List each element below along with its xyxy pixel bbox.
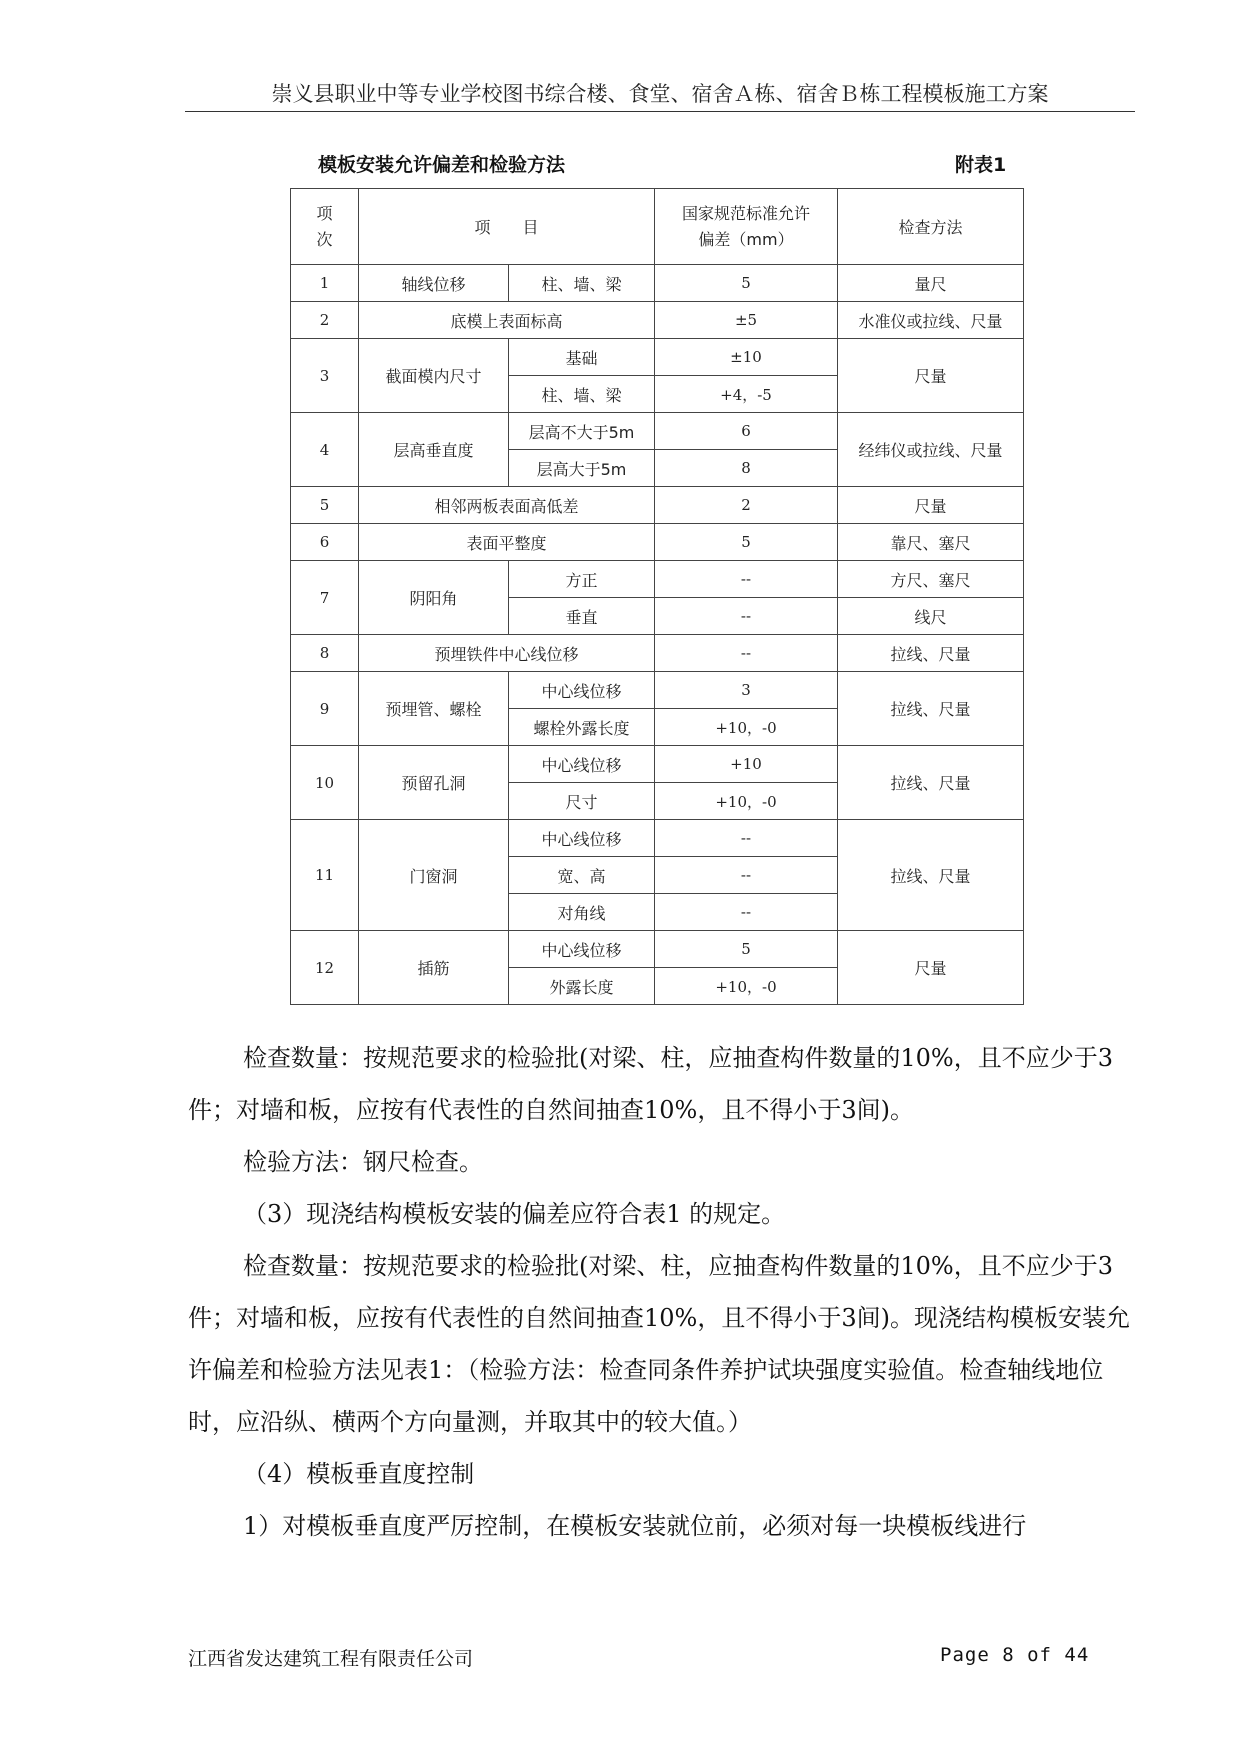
cell-no: 9: [291, 672, 359, 746]
cell-tolerance: --: [655, 820, 838, 857]
footer-company: 江西省发达建筑工程有限责任公司: [188, 1648, 474, 1670]
cell-tolerance: ±5: [655, 302, 838, 339]
cell-tolerance: +4，-5: [655, 376, 838, 413]
cell-subitem: 尺寸: [509, 783, 655, 820]
paragraph-inspection-quantity-2: 检查数量：按规范要求的检验批(对梁、柱，应抽查构件数量的10%，且不应少于3 件；对墙和板，应按有代表性的自然间抽查10%，且不得小于3间)。现浇结构模板安装允许偏差和检验方法见表1：（检验方法：检查同条件养护试块强度实验值。检查轴线地位时，应沿纵、横两个方向量测，并取其中的较大值。）: [188, 1252, 1130, 1436]
paragraph-section-3: （3）现浇结构模板安装的偏差应符合表1 的规定。: [243, 1200, 786, 1228]
cell-tolerance: --: [655, 894, 838, 931]
cell-tolerance: --: [655, 635, 838, 672]
cell-no: 5: [291, 487, 359, 524]
table-row: [291, 524, 1024, 561]
cell-subitem: 基础: [509, 339, 655, 376]
paragraph-inspection-method: 检验方法：钢尺检查。: [243, 1148, 483, 1176]
paragraph-inspection-quantity: 检查数量：按规范要求的检验批(对梁、柱，应抽查构件数量的10%，且不应少于3 件；对墙和板，应按有代表性的自然间抽查10%，且不得小于3间)。: [188, 1044, 1113, 1124]
cell-subitem: 螺栓外露长度: [509, 709, 655, 746]
cell-tolerance: 6: [655, 413, 838, 450]
cell-tolerance: +10: [655, 746, 838, 783]
paragraph-item-1: 1）对模板垂直度严厉控制，在模板安装就位前，必须对每一块模板线进行: [243, 1512, 1027, 1540]
cell-no: 1: [291, 265, 359, 302]
cell-method: 方尺、塞尺: [838, 561, 1024, 598]
cell-no: 8: [291, 635, 359, 672]
cell-method: 量尺: [838, 265, 1024, 302]
cell-tolerance: 8: [655, 450, 838, 487]
cell-tolerance: +10，-0: [655, 709, 838, 746]
cell-no: 10: [291, 746, 359, 820]
cell-tolerance: ±10: [655, 339, 838, 376]
cell-item: 表面平整度: [359, 524, 655, 561]
header-divider: [185, 111, 1135, 112]
cell-item: 预埋铁件中心线位移: [359, 635, 655, 672]
table-row: [291, 672, 1024, 709]
cell-method: 拉线、尺量: [838, 820, 1024, 931]
cell-subitem: 方正: [509, 561, 655, 598]
header-no: 项次: [291, 189, 359, 265]
cell-method: 拉线、尺量: [838, 635, 1024, 672]
cell-method: 尺量: [838, 931, 1024, 1005]
cell-subitem: 柱、墙、梁: [509, 265, 655, 302]
cell-item: 插筋: [359, 931, 509, 1005]
cell-tolerance: 3: [655, 672, 838, 709]
table-row: [291, 302, 1024, 339]
cell-tolerance: +10，-0: [655, 968, 838, 1005]
cell-subitem: 中心线位移: [509, 746, 655, 783]
cell-item: 门窗洞: [359, 820, 509, 931]
cell-method: 线尺: [838, 598, 1024, 635]
cell-subitem: 垂直: [509, 598, 655, 635]
header-item: 项 目: [359, 189, 655, 265]
cell-no: 3: [291, 339, 359, 413]
table-row: [291, 413, 1024, 450]
cell-method: 尺量: [838, 487, 1024, 524]
table-row: [291, 746, 1024, 783]
cell-tolerance: --: [655, 561, 838, 598]
cell-subitem: 中心线位移: [509, 931, 655, 968]
table-row: [291, 487, 1024, 524]
table-row: [291, 820, 1024, 857]
paragraph-section-4: （4）模板垂直度控制: [243, 1460, 475, 1488]
cell-tolerance: --: [655, 857, 838, 894]
cell-item: 底模上表面标高: [359, 302, 655, 339]
cell-subitem: 外露长度: [509, 968, 655, 1005]
table-row: [291, 339, 1024, 376]
cell-tolerance: 5: [655, 265, 838, 302]
header-method: 检查方法: [838, 189, 1024, 265]
cell-no: 7: [291, 561, 359, 635]
cell-method: 靠尺、塞尺: [838, 524, 1024, 561]
cell-tolerance: 2: [655, 487, 838, 524]
table-row: [291, 931, 1024, 968]
cell-method: 经纬仪或拉线、尺量: [838, 413, 1024, 487]
page-header-title: 崇义县职业中等专业学校图书综合楼、食堂、宿舍Ａ栋、宿舍Ｂ栋工程模板施工方案: [271, 82, 1049, 106]
table-row: [291, 561, 1024, 598]
cell-subitem: 层高大于5m: [509, 450, 655, 487]
cell-item: 层高垂直度: [359, 413, 509, 487]
cell-method: 拉线、尺量: [838, 672, 1024, 746]
cell-subitem: 宽、高: [509, 857, 655, 894]
table-caption: 模板安装允许偏差和检验方法: [318, 154, 566, 176]
cell-item: 相邻两板表面高低差: [359, 487, 655, 524]
footer-page-number: Page 8 of 44: [940, 1644, 1090, 1666]
cell-tolerance: --: [655, 598, 838, 635]
cell-no: 12: [291, 931, 359, 1005]
cell-item: 预埋管、螺栓: [359, 672, 509, 746]
table-appendix-label: 附表1: [955, 154, 1007, 176]
cell-item: 预留孔洞: [359, 746, 509, 820]
cell-item: 截面模内尺寸: [359, 339, 509, 413]
cell-subitem: 中心线位移: [509, 820, 655, 857]
cell-no: 4: [291, 413, 359, 487]
cell-method: 水准仪或拉线、尺量: [838, 302, 1024, 339]
cell-no: 11: [291, 820, 359, 931]
body-text: [188, 1032, 1138, 1552]
cell-subitem: 柱、墙、梁: [509, 376, 655, 413]
cell-no: 6: [291, 524, 359, 561]
cell-item: 轴线位移: [359, 265, 509, 302]
cell-subitem: 中心线位移: [509, 672, 655, 709]
cell-subitem: 对角线: [509, 894, 655, 931]
cell-no: 2: [291, 302, 359, 339]
cell-tolerance: 5: [655, 524, 838, 561]
header-tolerance: 国家规范标准允许偏差（mm）: [655, 189, 838, 265]
cell-subitem: 层高不大于5m: [509, 413, 655, 450]
table-row: [291, 265, 1024, 302]
cell-item: 阴阳角: [359, 561, 509, 635]
cell-method: 拉线、尺量: [838, 746, 1024, 820]
table-row: [291, 635, 1024, 672]
cell-tolerance: +10，-0: [655, 783, 838, 820]
table-header-row: [291, 189, 1024, 265]
cell-tolerance: 5: [655, 931, 838, 968]
cell-method: 尺量: [838, 339, 1024, 413]
tolerance-table: [290, 188, 1024, 1005]
